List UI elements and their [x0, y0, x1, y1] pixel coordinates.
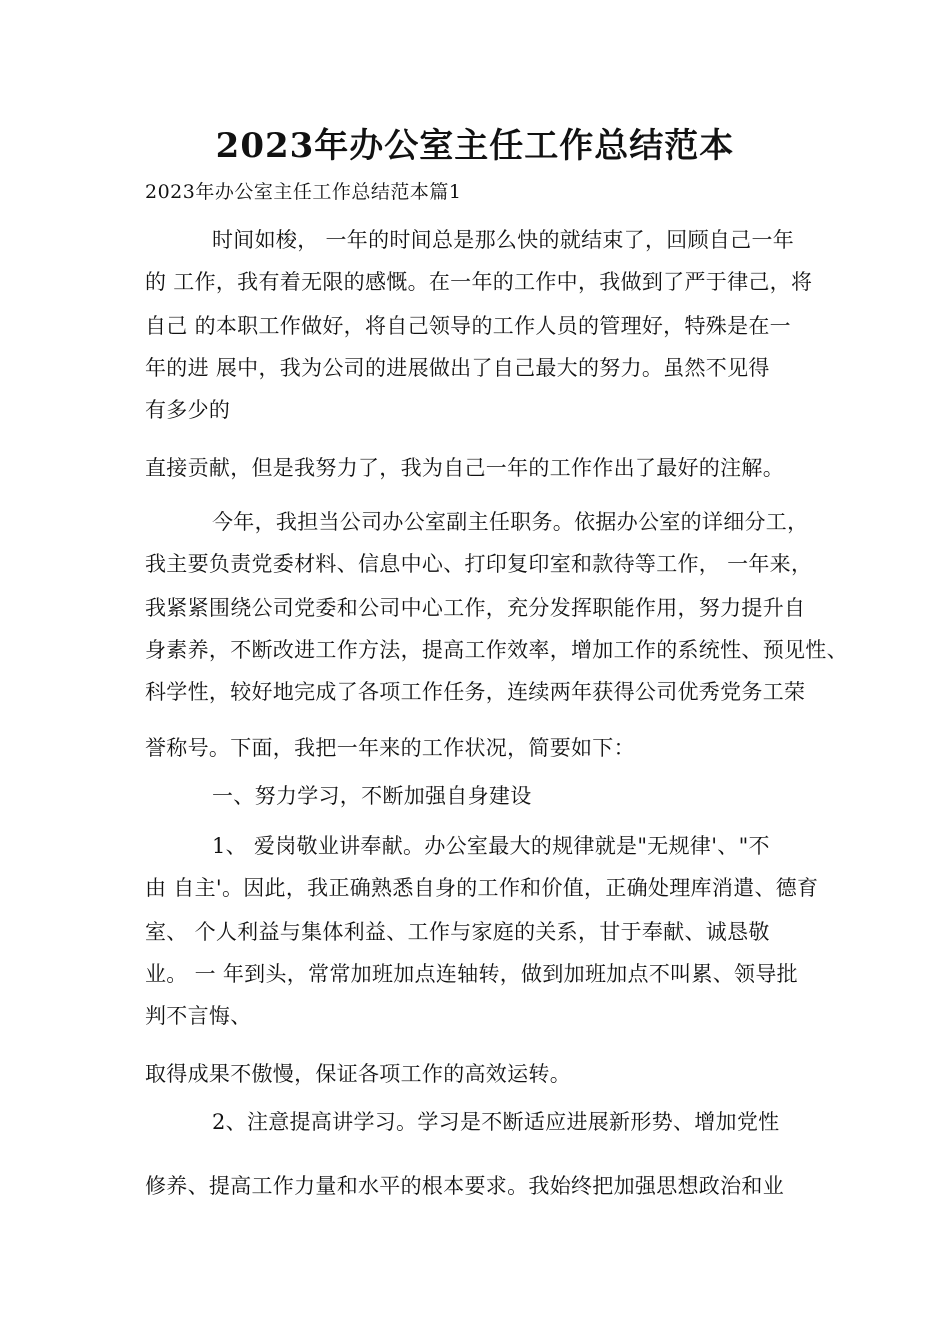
body-line: 今年，我担当公司办公室副主任职务。依据办公室的详细分工， — [212, 510, 809, 534]
body-line: 取得成果不傲慢，保证各项工作的高效运转。 — [145, 1062, 571, 1086]
document-title: 2023年办公室主任工作总结范本 — [215, 126, 735, 166]
section-heading: 一、努力学习，不断加强自身建设 — [212, 784, 532, 808]
body-line: 我主要负责党委材料、信息中心、打印复印室和款待等工作， 一年来， — [145, 552, 813, 576]
body-line: 室、 个人利益与集体利益、工作与家庭的关系，甘于奉献、诚恳敬 — [145, 920, 770, 944]
body-line: 时间如梭， 一年的时间总是那么快的就结束了，回顾自己一年 — [212, 228, 795, 252]
body-line: 直接贡献，但是我努力了，我为自己一年的工作作出了最好的注解。 — [145, 456, 784, 480]
body-line: 我紧紧围绕公司党委和公司中心工作，充分发挥职能作用，努力提升自 — [145, 596, 806, 620]
body-line: 誉称号。下面，我把一年来的工作状况，简要如下： — [145, 736, 635, 760]
document-subtitle: 2023年办公室主任工作总结范本篇1 — [145, 181, 462, 203]
body-line: 业。 一 年到头，常常加班加点连轴转，做到加班加点不叫累、领导批 — [145, 962, 798, 986]
body-line: 1、 爱岗敬业讲奉献。办公室最大的规律就是"无规律'、"不 — [212, 834, 770, 858]
body-line: 自己 的本职工作做好，将自己领导的工作人员的管理好，特殊是在一 — [145, 314, 791, 338]
body-line: 判不言悔、 — [145, 1004, 252, 1028]
body-line: 由 自主'。因此，我正确熟悉自身的工作和价值，正确处理库消遣、德育 — [145, 876, 819, 900]
body-line: 身素养，不断改进工作方法，提高工作效率，增加工作的系统性、预见性、 — [145, 638, 848, 662]
body-line: 修养、提高工作力量和水平的根本要求。我始终把加强思想政治和业 — [145, 1174, 784, 1198]
body-line: 年的进 展中，我为公司的进展做出了自己最大的努力。虽然不见得 — [145, 356, 770, 380]
body-line: 2、注意提高讲学习。学习是不断适应进展新形势、增加党性 — [212, 1110, 780, 1134]
body-line: 科学性，较好地完成了各项工作任务，连续两年获得公司优秀党务工荣 — [145, 680, 806, 704]
body-line: 有多少的 — [145, 398, 231, 422]
body-line: 的 工作，我有着无限的感慨。在一年的工作中，我做到了严于律己，将 — [145, 270, 813, 294]
